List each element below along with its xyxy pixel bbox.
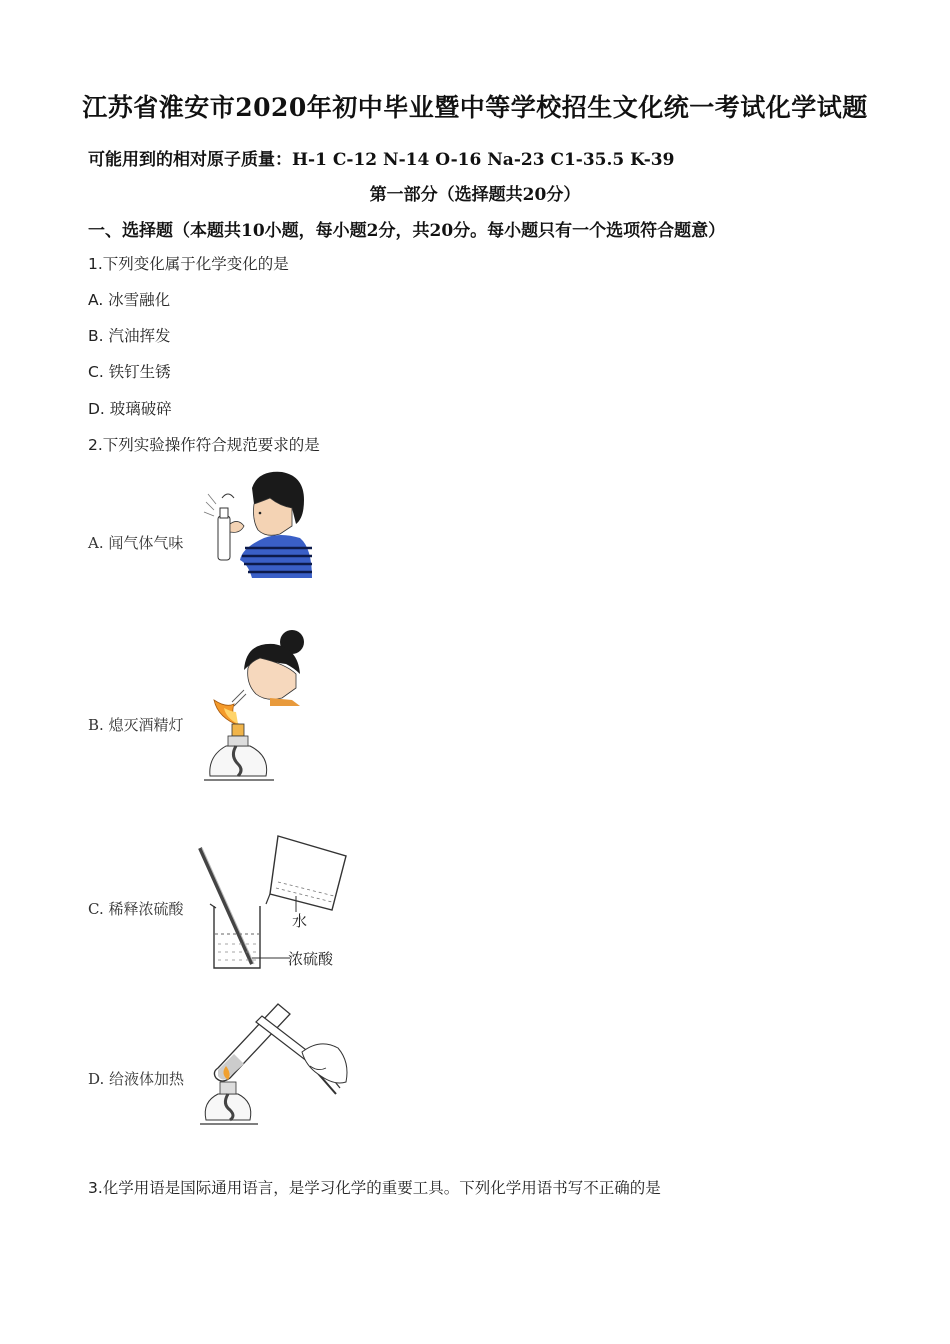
question-2-stem: 2.下列实验操作符合规范要求的是 [88, 436, 320, 454]
question-2-option-b: B. 熄灭酒精灯 [88, 716, 184, 734]
question-1-option-a: A. 冰雪融化 [88, 291, 171, 309]
question-1-option-d: D. 玻璃破碎 [88, 400, 172, 418]
heat-liquid-illustration [198, 998, 354, 1130]
acid-label: 浓硫酸 [288, 950, 334, 968]
question-2-option-c: C. 稀释浓硫酸 [88, 900, 184, 918]
page-title: 江苏省淮安市2020年初中毕业暨中等学校招生文化统一考试化学试题 [82, 93, 868, 122]
question-1-stem: 1.下列变化属于化学变化的是 [88, 255, 289, 273]
question-1-option-b: B. 汽油挥发 [88, 327, 171, 345]
part-heading: 第一部分（选择题共20分） [369, 185, 581, 205]
question-1-option-c: C. 铁钉生锈 [88, 363, 171, 381]
water-label: 水 [292, 912, 308, 930]
question-3-stem: 3.化学用语是国际通用语言，是学习化学的重要工具。下列化学用语书写不正确的是 [88, 1179, 661, 1197]
section-heading: 一、选择题（本题共10小题，每小题2分，共20分。每小题只有一个选项符合题意） [88, 221, 726, 241]
question-2-option-d: D. 给液体加热 [88, 1070, 185, 1088]
extinguish-lamp-illustration [200, 628, 312, 790]
smell-gas-illustration [200, 468, 315, 580]
atomic-masses: 可能用到的相对原子质量：H-1 C-12 N-14 O-16 Na-23 C1-35.5 K-39 [88, 150, 675, 170]
dilute-acid-illustration [196, 830, 356, 976]
question-2-option-a: A. 闻气体气味 [88, 534, 184, 552]
